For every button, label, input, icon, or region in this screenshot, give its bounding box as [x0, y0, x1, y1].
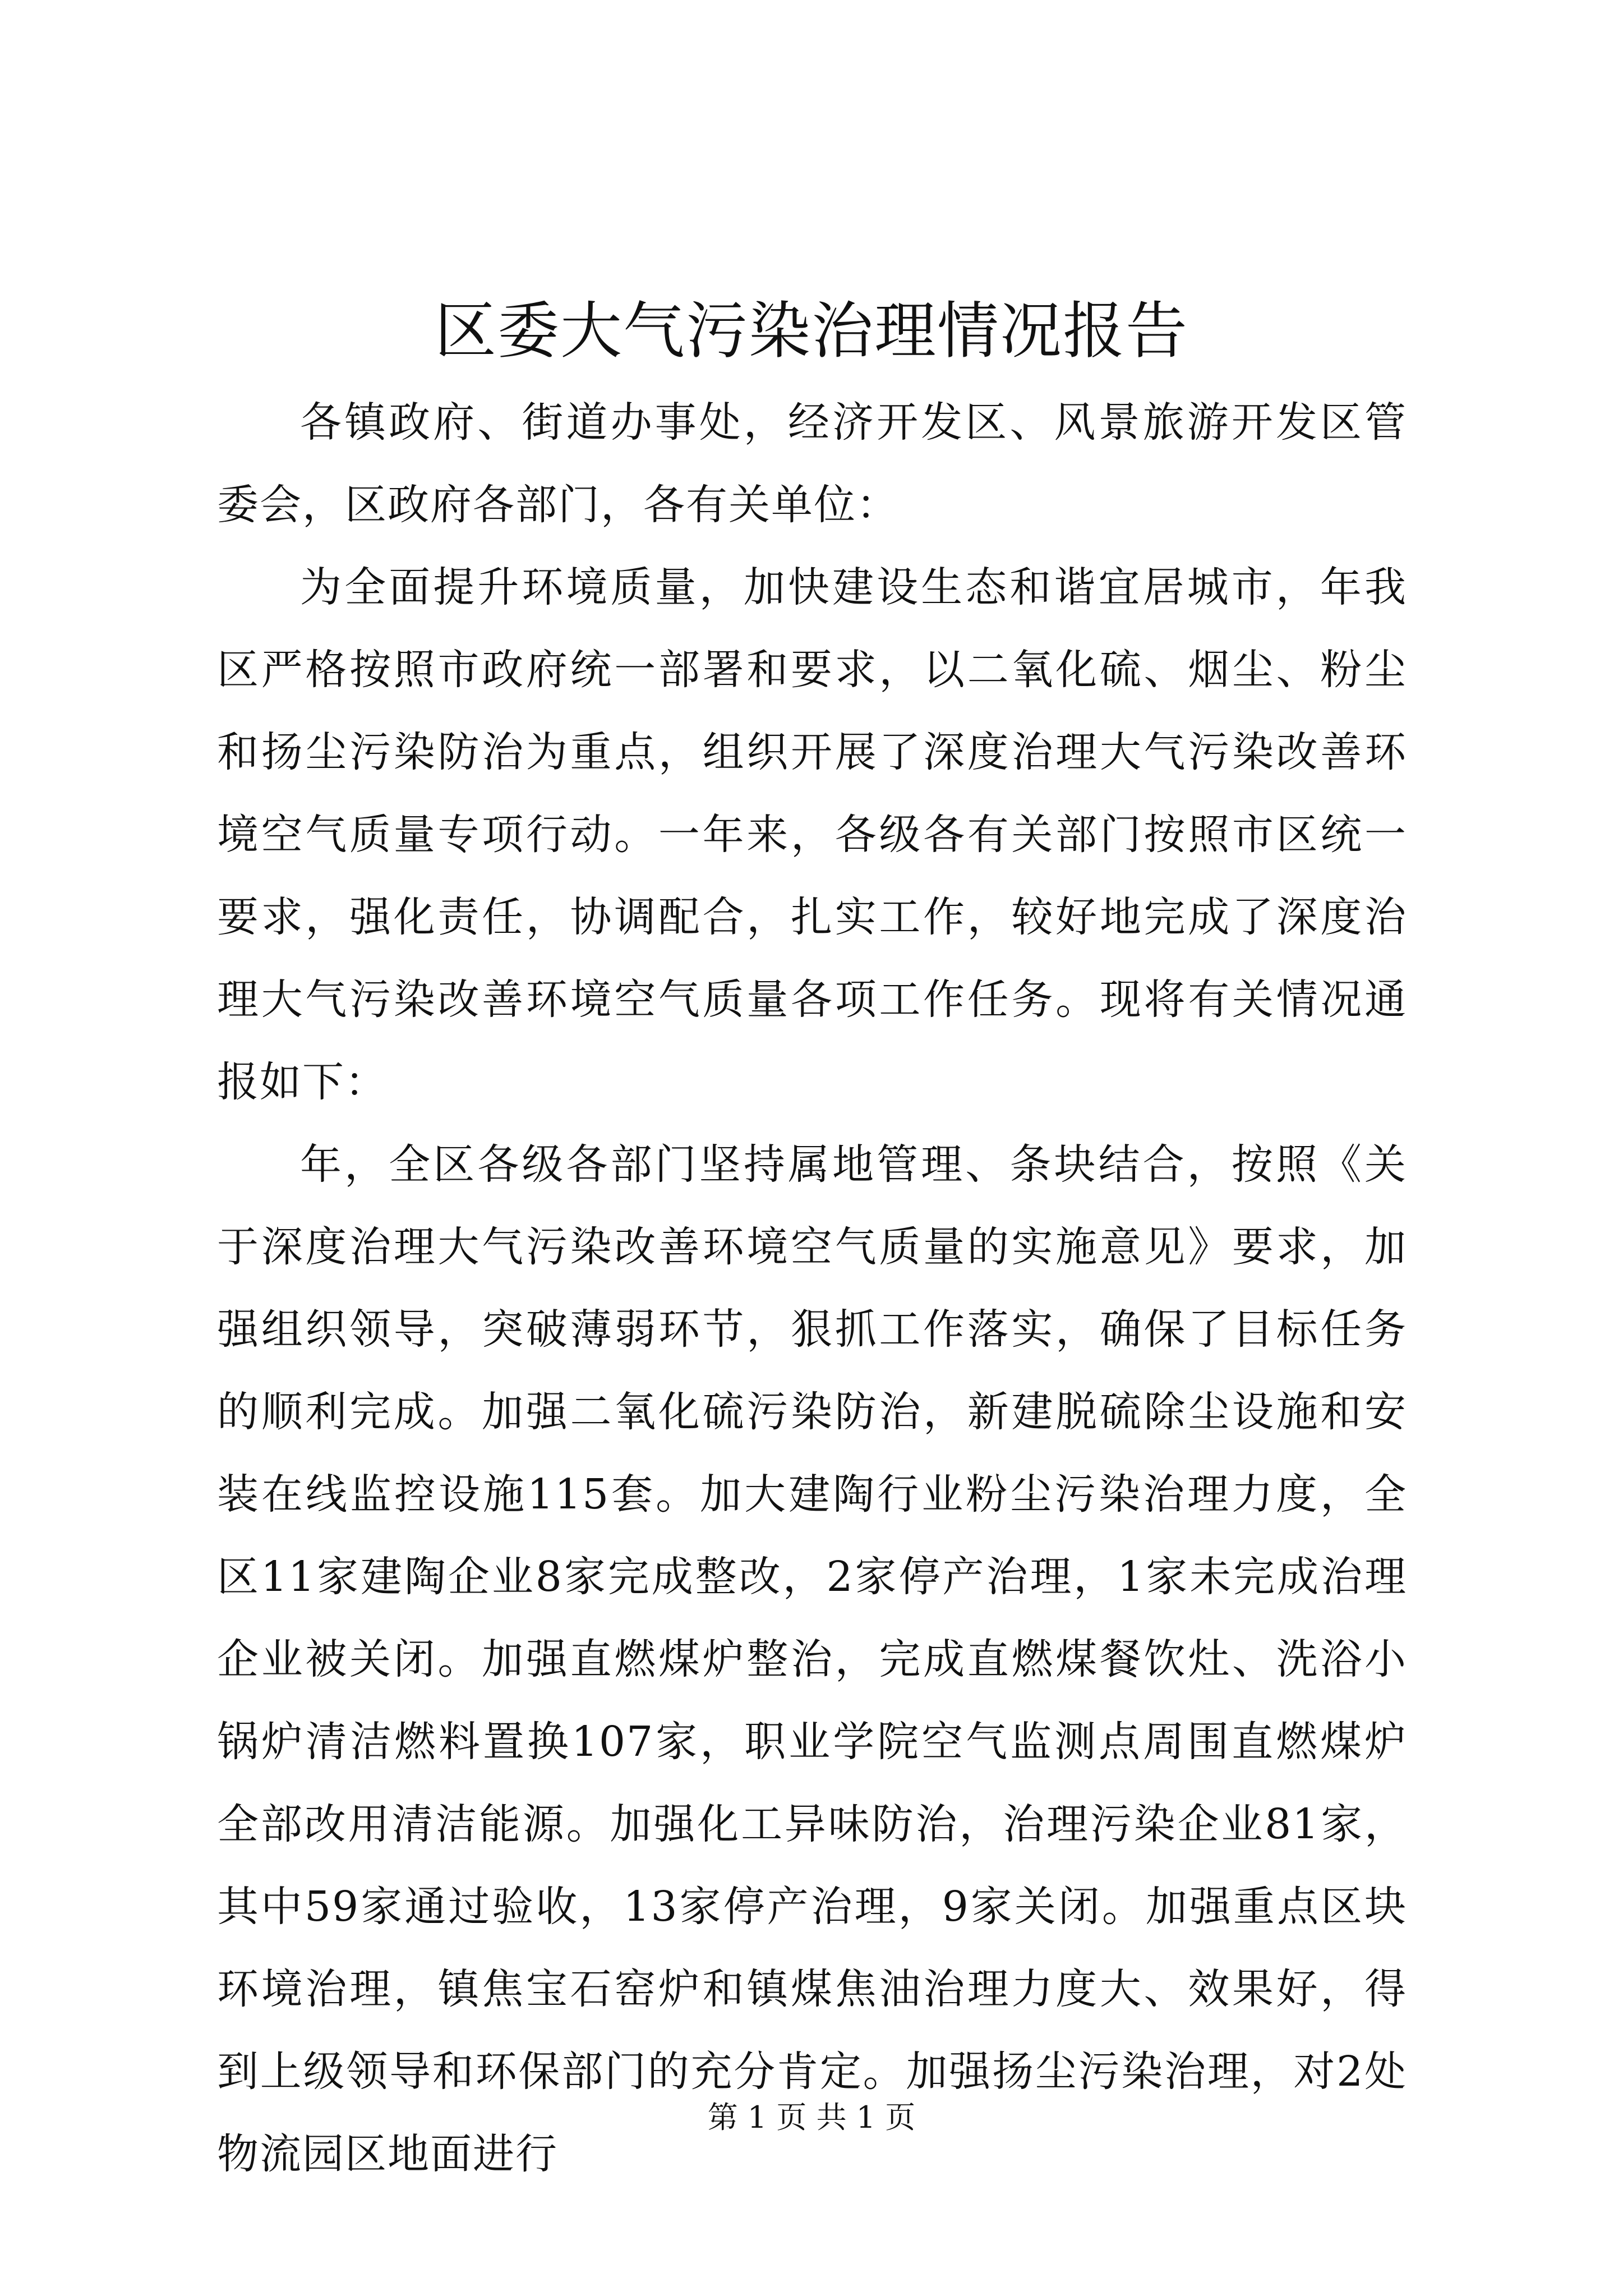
- document-body: [217, 381, 1407, 2196]
- paragraph-intro: 为全面提升环境质量，加快建设生态和谐宜居城市，年我区严格按照市政府统一部署和要求，以二氧化硫、烟尘、粉尘和扬尘污染防治为重点，组织开展了深度治理大气污染改善环境空气质量专项行动。一年来，各级各有关部门按照市区统一要求，强化责任，协调配合，扎实工作，较好地完成了深度治理大气污染改善环境空气质量各项工作任务。现将有关情况通报如下：: [217, 563, 1407, 1106]
- paragraph-salutation: 各镇政府、街道办事处，经济开发区、风景旅游开发区管委会，区政府各部门，各有关单位：: [217, 398, 1407, 529]
- document-title: 区委大气污染治理情况报告: [435, 295, 1188, 367]
- paragraph-summary: 年，全区各级各部门坚持属地管理、条块结合，按照《关于深度治理大气污染改善环境空气质量的实施意见》要求，加强组织领导，突破薄弱环节，狠抓工作落实，确保了目标任务的顺利完成。加强二氧化硫污染防治，新建脱硫除尘设施和安装在线监控设施115套。加大建陶行业粉尘污染治理力度，全区11家建陶企业8家完成整改，2家停产治理，1家未完成治理企业被关闭。加强直燃煤炉整治，完成直燃煤餐饮灶、洗浴小锅炉清洁燃料置换107家，职业学院空气监测点周围直燃煤炉全部改用清洁能源。加强化工异味防治，治理污染企业81家，其中59家通过验收，13家停产治理，9家关闭。加强重点区块环境治理，镇焦宝石窑炉和镇煤焦油治理力度大、效果好，得到上级领导和环保部门的充分肯定。加强扬尘污染治理，对2处物流园区地面进行: [217, 1140, 1407, 2178]
- page-footer: 第 1 页 共 1 页: [707, 2100, 916, 2135]
